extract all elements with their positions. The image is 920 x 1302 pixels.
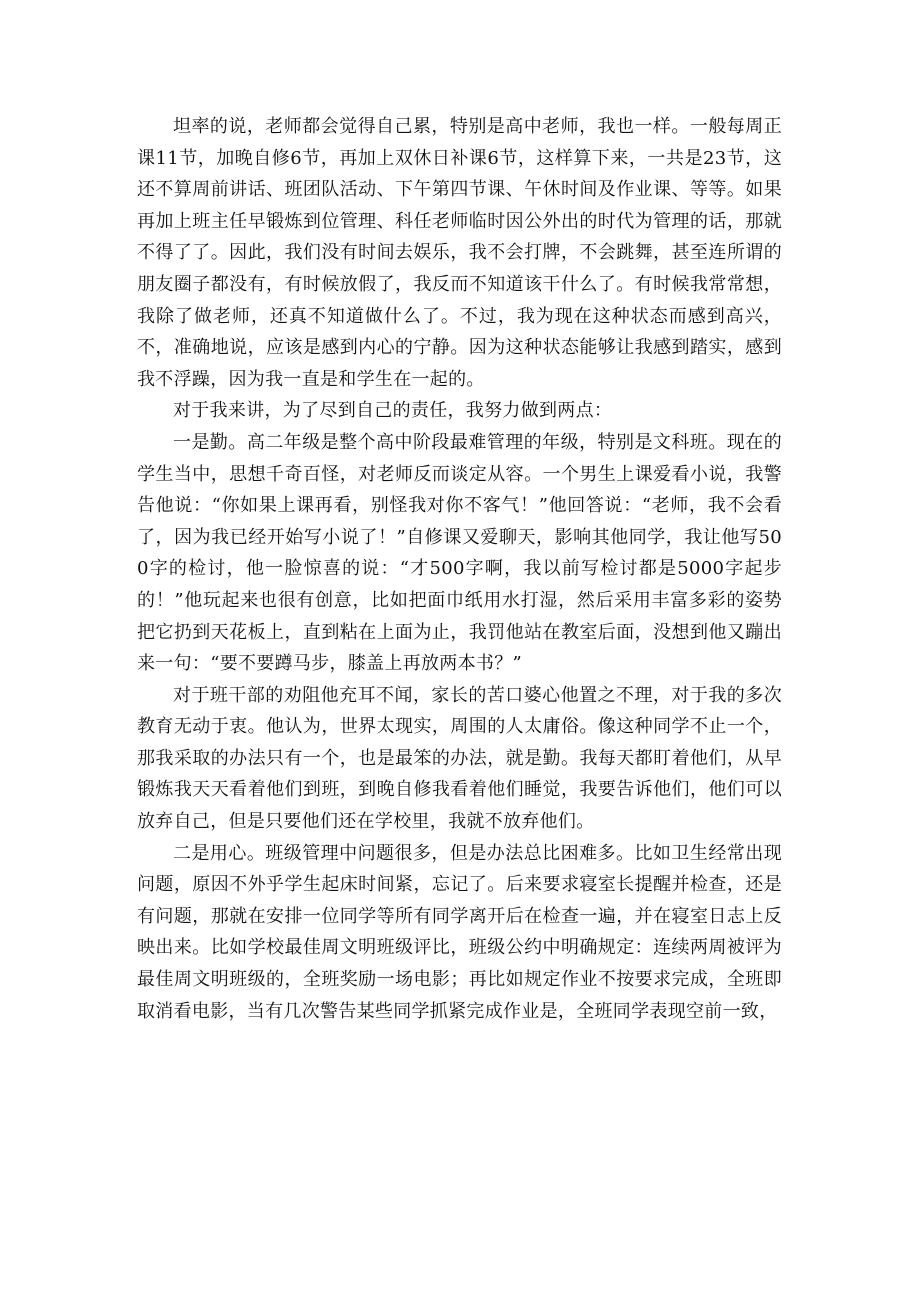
paragraph-two-points: 对于我来讲，为了尽到自己的责任，我努力做到两点： [173,400,613,422]
paragraph-attentiveness: 二是用心。班级管理中问题很多，但是办法总比困难多。比如卫生经常出现问题，原因不外乎学生起床时间紧，忘记了。后来要求寝室长提醒并检查，还是有问题，那就在安排一位同学等所有同学离开后在检查一遍，并在寝室日志上反映出来。比如学校最佳周文明班级评比，班级公约中明确规定：连续两周被评为最佳周文明班级的，全班奖励一场电影；再比如规定作业不按要求完成，全班即取消看电影，当有几次警告某些同学抓紧完成作业是，全班同学表现空前一致， [137,842,782,1022]
paragraph-diligence: 一是勤。高二年级是整个高中阶段最难管理的年级，特别是文科班。现在的学生当中，思想千奇百怪，对老师反而谈定从容。一个男生上课爱看小说，我警告他说：“你如果上课再看，别怪我对你不客气！”他回答说：“老师，我不会看了，因为我已经开始写小说了！”自修课又爱聊天，影响其他同学，我让他写500字的检讨，他一脸惊喜的说：“才500字啊，我以前写检讨都是5000字起步的！”他玩起来也很有创意，比如把面巾纸用水打湿，然后采用丰富多彩的姿势把它扔到天花板上，直到粘在上面为止，我罚他站在教室后面，没想到他又蹦出来一句：“要不要蹲马步，膝盖上再放两本书？” [137,431,782,675]
document-body [137,111,782,1027]
paragraph-workload: 坦率的说，老师都会觉得自己累，特别是高中老师，我也一样。一般每周正课11节，加晚自修6节，再加上双休日补课6节，这样算下来，一共是23节，这还不算周前讲话、班团队活动、下午第四节课、午休时间及作业课、等等。如果再加上班主任早锻炼到位管理、科任老师临时因公外出的时代为管理的话，那就不得了了。因此，我们没有时间去娱乐，我不会打牌，不会跳舞，甚至连所谓的朋友圈子都没有，有时候放假了，我反而不知道该干什么了。有时候我常常想，我除了做老师，还真不知道做什么了。不过，我为现在这种状态而感到高兴，不，准确地说，应该是感到内心的宁静。因为这种状态能够让我感到踏实，感到我不浮躁，因为我一直是和学生在一起的。 [137,116,782,390]
paragraph-persistence: 对于班干部的劝阻他充耳不闻，家长的苦口婆心他置之不理，对于我的多次教育无动于衷。他认为，世界太现实，周围的人太庸俗。像这种同学不止一个，那我采取的办法只有一个，也是最笨的办法，就是勤。我每天都盯着他们，从早锻炼我天天看着他们到班，到晚自修我看着他们睡觉，我要告诉他们，他们可以放弃自己，但是只要他们还在学校里，我就不放弃他们。 [137,684,782,833]
